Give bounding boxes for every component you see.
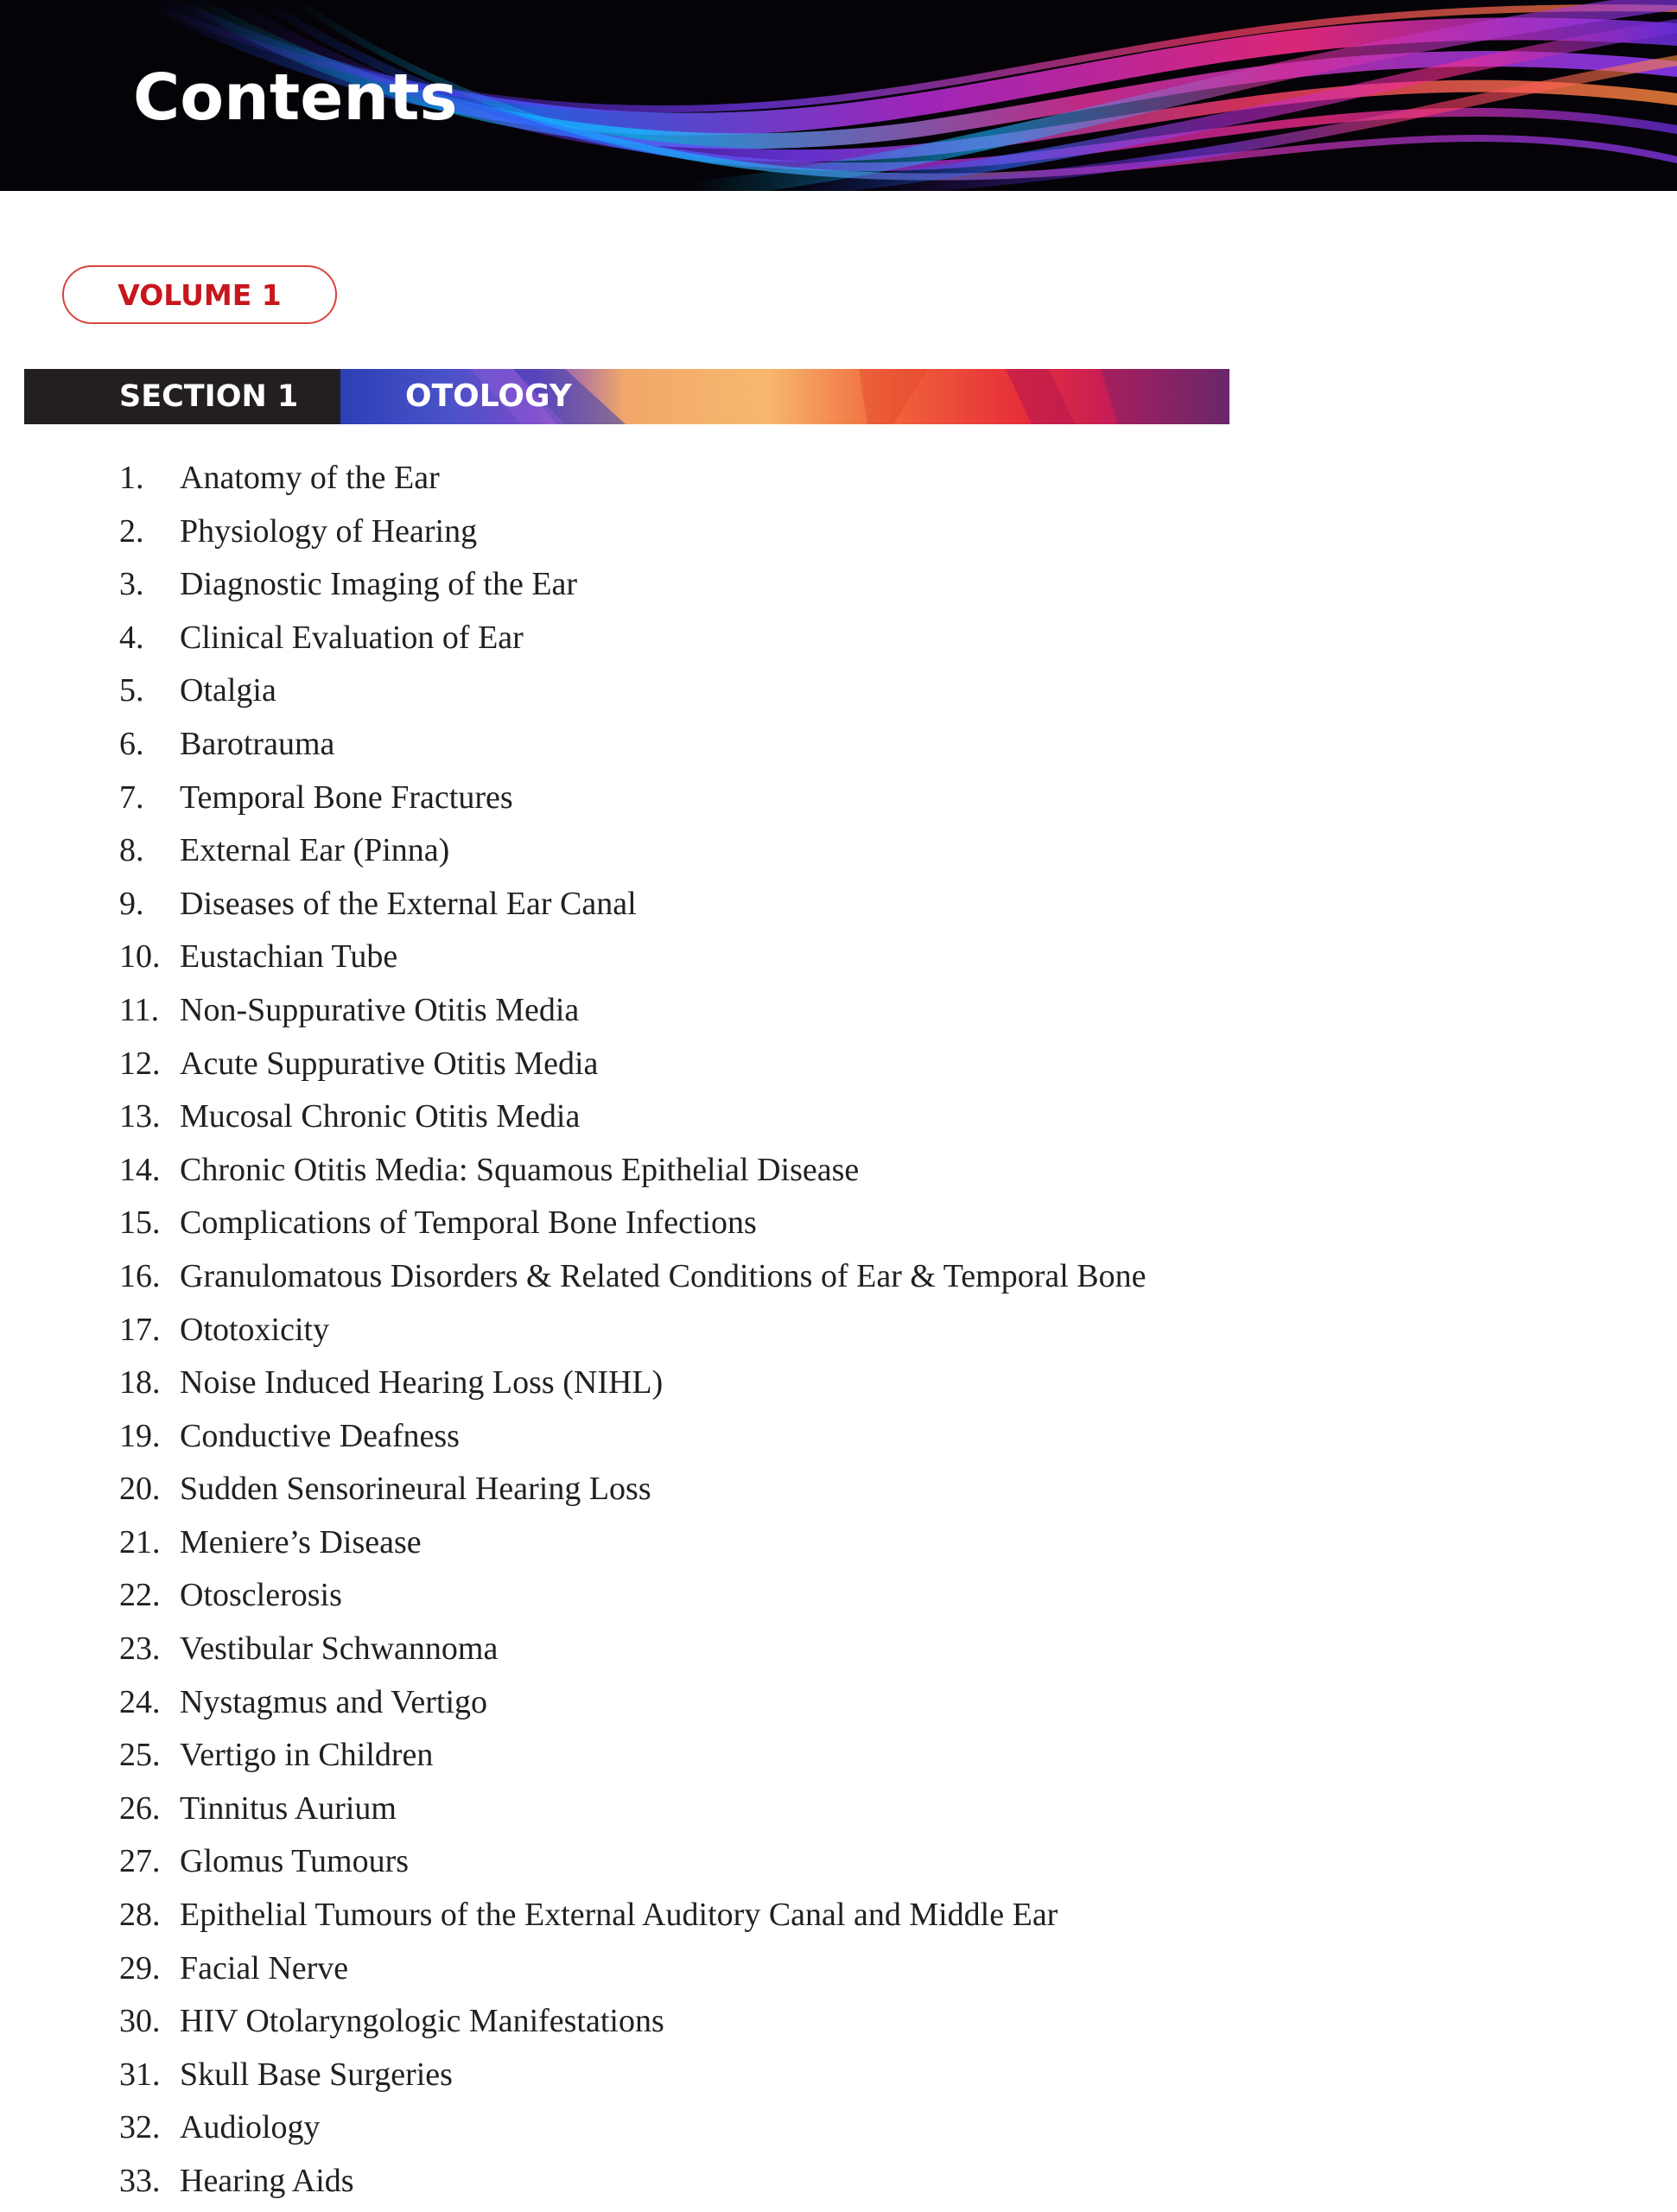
chapter-number: 30.: [119, 2003, 161, 2040]
chapter-number: 32.: [119, 2109, 161, 2146]
chapter-item: [0, 558, 1469, 612]
chapter-title: Audiology: [180, 2109, 321, 2146]
chapter-title: Meniere’s Disease: [180, 1523, 422, 1560]
chapter-title: Anatomy of the Ear: [180, 460, 440, 496]
chapter-title: Nystagmus and Vertigo: [180, 1683, 488, 1720]
chapter-title: Otalgia: [180, 672, 276, 709]
volume-badge: VOLUME 1: [62, 265, 337, 324]
chapter-item: [0, 1729, 1469, 1783]
chapter-title: Physiology of Hearing: [180, 512, 478, 550]
chapter-number: 8.: [119, 832, 144, 869]
chapter-number: 9.: [119, 885, 144, 922]
chapter-number: 15.: [119, 1205, 161, 1242]
chapter-title: External Ear (Pinna): [180, 832, 450, 869]
chapter-title: Temporal Bone Fractures: [180, 779, 513, 816]
chapter-number: 5.: [119, 672, 144, 709]
chapter-item: [0, 878, 1469, 931]
chapter-item: [0, 1410, 1469, 1464]
chapter-title: Chronic Otitis Media: Squamous Epithelial Disease: [180, 1151, 860, 1188]
chapter-number: 12.: [119, 1045, 161, 1082]
chapter-title: Vertigo in Children: [180, 1737, 434, 1774]
chapter-number: 21.: [119, 1523, 161, 1560]
chapter-list: [0, 452, 1469, 2209]
chapter-title: Epithelial Tumours of the External Auditory Canal and Middle Ear: [180, 1897, 1058, 1934]
chapter-item: [0, 505, 1469, 559]
chapter-title: Diagnostic Imaging of the Ear: [180, 566, 578, 603]
section-name: OTOLOGY: [405, 378, 572, 414]
chapter-number: 29.: [119, 1949, 161, 1986]
chapter-title: Granulomatous Disorders & Related Conditions of Ear & Temporal Bone: [180, 1257, 1147, 1294]
chapter-number: 27.: [119, 1843, 161, 1880]
chapter-title: Facial Nerve: [180, 1949, 349, 1986]
chapter-item: [0, 2101, 1469, 2155]
section-title-banner: [340, 369, 1229, 424]
chapter-number: 24.: [119, 1683, 161, 1720]
chapter-title: Skull Base Surgeries: [180, 2056, 453, 2093]
chapter-number: 26.: [119, 1789, 161, 1827]
chapter-title: Diseases of the External Ear Canal: [180, 885, 637, 922]
chapter-title: Noise Induced Hearing Loss (NIHL): [180, 1364, 664, 1402]
chapter-item: [0, 1942, 1469, 1996]
chapter-title: Mucosal Chronic Otitis Media: [180, 1098, 581, 1135]
chapter-number: 3.: [119, 566, 144, 603]
chapter-number: 1.: [119, 460, 144, 496]
chapter-number: 23.: [119, 1630, 161, 1668]
chapter-title: Eustachian Tube: [180, 938, 398, 976]
chapter-item: [0, 1463, 1469, 1516]
chapter-item: [0, 1304, 1469, 1357]
chapter-item: [0, 2049, 1469, 2102]
chapter-item: [0, 664, 1469, 718]
chapter-number: 14.: [119, 1151, 161, 1188]
chapter-item: [0, 1783, 1469, 1836]
chapter-number: 10.: [119, 938, 161, 976]
chapter-item: [0, 1623, 1469, 1676]
chapter-item: [0, 1569, 1469, 1623]
chapter-item: [0, 1090, 1469, 1144]
section-header: [24, 369, 1229, 424]
chapter-title: Tinnitus Aurium: [180, 1789, 397, 1827]
chapter-number: 18.: [119, 1364, 161, 1402]
chapter-item: [0, 824, 1469, 878]
chapter-number: 4.: [119, 619, 144, 656]
chapter-title: Barotrauma: [180, 725, 335, 762]
chapter-item: [0, 2155, 1469, 2209]
chapter-title: Clinical Evaluation of Ear: [180, 619, 524, 656]
chapter-number: 17.: [119, 1311, 161, 1348]
chapter-title: Glomus Tumours: [180, 1843, 410, 1880]
chapter-title: Complications of Temporal Bone Infections: [180, 1205, 757, 1242]
chapter-item: [0, 1357, 1469, 1410]
chapter-item: [0, 1516, 1469, 1570]
chapter-item: [0, 718, 1469, 772]
chapter-item: [0, 1889, 1469, 1942]
chapter-number: 16.: [119, 1257, 161, 1294]
chapter-number: 31.: [119, 2056, 161, 2093]
chapter-item: [0, 1835, 1469, 1889]
chapter-item: [0, 931, 1469, 984]
chapter-title: Non-Suppurative Otitis Media: [180, 991, 580, 1028]
chapter-item: [0, 984, 1469, 1038]
chapter-number: 33.: [119, 2163, 161, 2199]
chapter-number: 28.: [119, 1897, 161, 1934]
chapter-title: Ototoxicity: [180, 1311, 330, 1348]
chapter-title: Vestibular Schwannoma: [180, 1630, 499, 1668]
chapter-number: 19.: [119, 1417, 161, 1454]
chapter-item: [0, 1038, 1469, 1091]
chapter-number: 13.: [119, 1098, 161, 1135]
page-title: Contents: [133, 60, 458, 135]
chapter-number: 25.: [119, 1737, 161, 1774]
chapter-title: Hearing Aids: [180, 2163, 354, 2199]
chapter-number: 6.: [119, 725, 144, 762]
chapter-title: Sudden Sensorineural Hearing Loss: [180, 1471, 651, 1508]
section-number: SECTION 1: [24, 369, 340, 424]
chapter-title: Conductive Deafness: [180, 1417, 460, 1454]
chapter-title: HIV Otolaryngologic Manifestations: [180, 2003, 664, 2040]
chapter-item: [0, 1250, 1469, 1304]
chapter-item: [0, 772, 1469, 825]
chapter-number: 11.: [119, 991, 160, 1028]
chapter-number: 20.: [119, 1471, 161, 1508]
chapter-item: [0, 612, 1469, 665]
chapter-item: [0, 452, 1469, 505]
chapter-item: [0, 1995, 1469, 2049]
chapter-number: 7.: [119, 779, 144, 816]
chapter-item: [0, 1197, 1469, 1250]
chapter-number: 2.: [119, 512, 144, 550]
chapter-title: Otosclerosis: [180, 1577, 342, 1614]
chapter-title: Acute Suppurative Otitis Media: [180, 1045, 599, 1082]
header-banner: [0, 0, 1677, 191]
chapter-item: [0, 1144, 1469, 1198]
chapter-number: 22.: [119, 1577, 161, 1614]
chapter-item: [0, 1676, 1469, 1730]
